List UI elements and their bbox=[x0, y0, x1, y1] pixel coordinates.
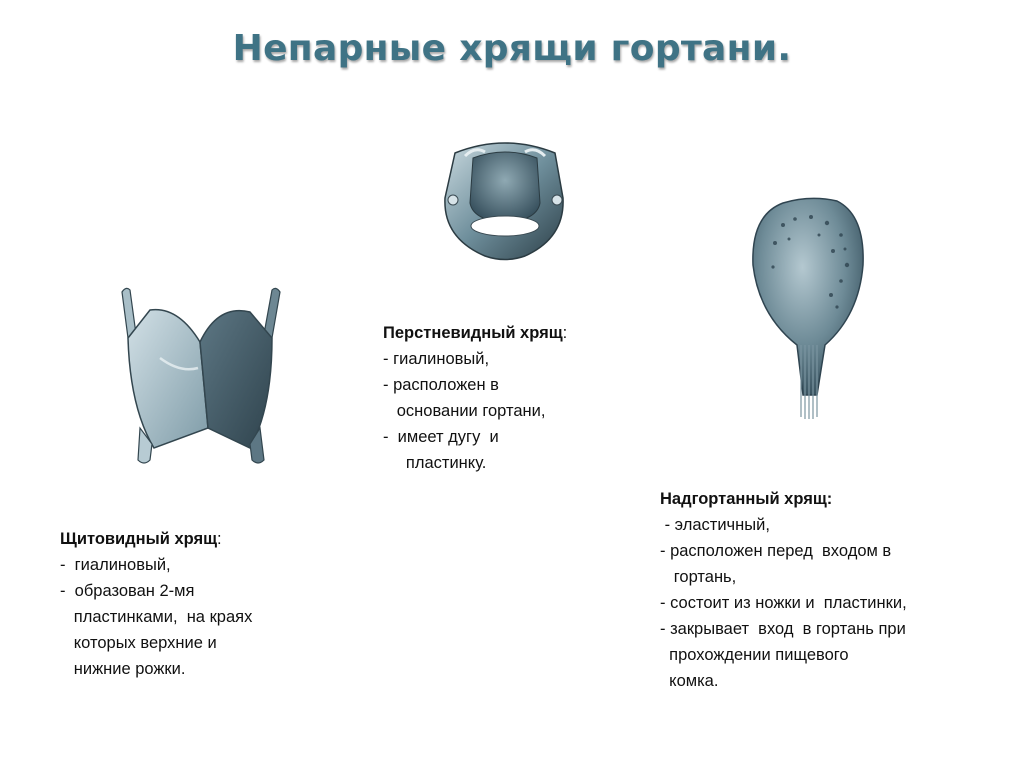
cricoid-line: основании гортани, bbox=[383, 402, 546, 420]
epiglottis-cartilage-image bbox=[745, 195, 875, 425]
cricoid-line: - имеет дугу и bbox=[383, 428, 499, 446]
thyroid-line: которых верхние и bbox=[60, 634, 217, 652]
cricoid-line: пластинку. bbox=[383, 454, 487, 472]
thyroid-cartilage-image bbox=[100, 278, 300, 468]
thyroid-line: - гиалиновый, bbox=[60, 556, 171, 574]
epiglottis-description bbox=[660, 486, 907, 694]
epiglottis-line: прохождении пищевого bbox=[660, 646, 849, 664]
thyroid-line: нижние рожки. bbox=[60, 660, 186, 678]
epiglottis-line: гортань, bbox=[660, 568, 737, 586]
thyroid-description bbox=[60, 526, 252, 682]
slide-title: Непарные хрящи гортани. bbox=[232, 28, 792, 69]
epiglottis-line: - расположен перед входом в bbox=[660, 542, 892, 560]
cricoid-line: - расположен в bbox=[383, 376, 499, 394]
epiglottis-line: комка. bbox=[660, 672, 719, 690]
epiglottis-line: - состоит из ножки и пластинки, bbox=[660, 594, 907, 612]
thyroid-line: пластинками, на краях bbox=[60, 608, 253, 626]
cricoid-heading: Перстневидный хрящ bbox=[383, 324, 563, 342]
cricoid-heading-colon: : bbox=[562, 324, 568, 342]
epiglottis-heading: Надгортанный хрящ: bbox=[660, 490, 833, 508]
thyroid-heading-colon: : bbox=[217, 530, 222, 548]
cricoid-line: - гиалиновый, bbox=[383, 350, 490, 368]
thyroid-heading: Щитовидный хрящ bbox=[60, 530, 218, 548]
thyroid-line: - образован 2-мя bbox=[60, 582, 195, 600]
epiglottis-line: - эластичный, bbox=[660, 516, 770, 534]
cricoid-cartilage-image bbox=[425, 128, 585, 268]
cricoid-description bbox=[383, 320, 567, 476]
epiglottis-line: - закрывает вход в гортань при bbox=[660, 620, 906, 638]
